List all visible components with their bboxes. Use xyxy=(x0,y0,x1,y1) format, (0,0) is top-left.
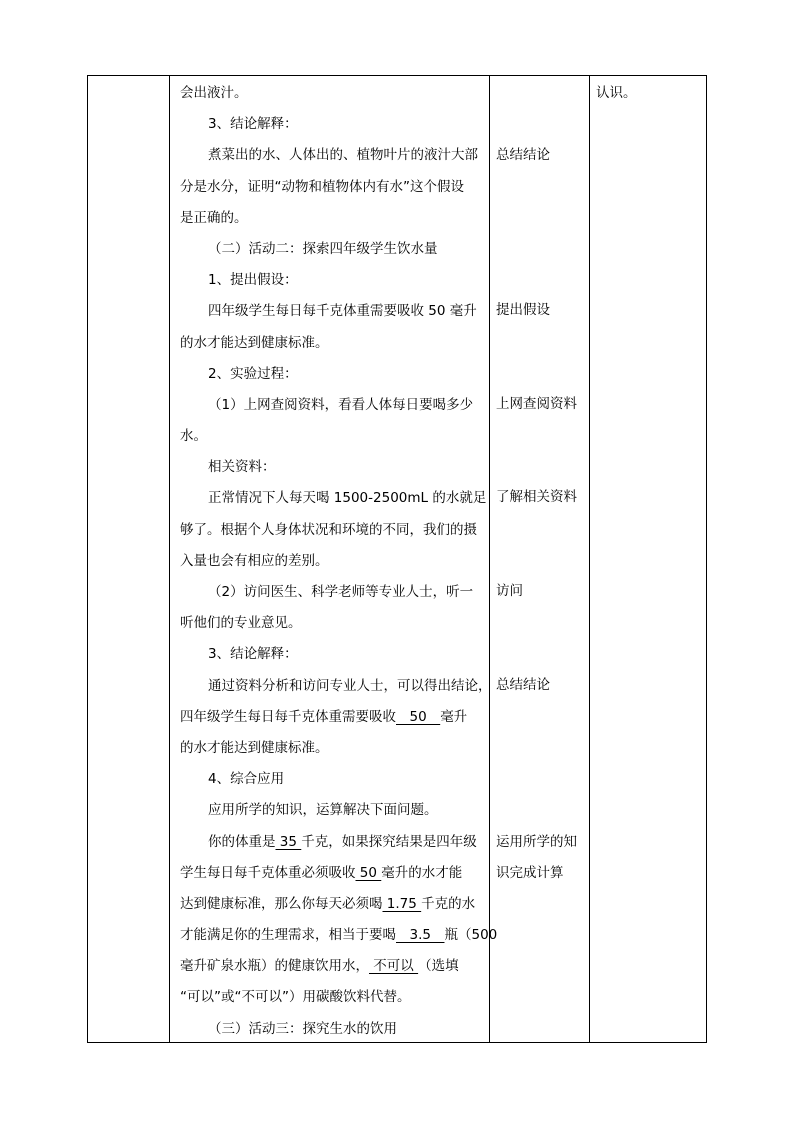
method-summary-2: 总结结论 xyxy=(496,677,550,693)
content-line: 3、结论解释： xyxy=(208,116,298,133)
content-line: （二）活动二：探索四年级学生饮水量 xyxy=(208,240,438,257)
content-line: （1）上网查阅资料，看看人体每日要喝多少 xyxy=(208,396,474,413)
method-apply-knowledge-1: 运用所学的知 xyxy=(496,834,577,850)
calc-text: 你的体重是 xyxy=(208,833,276,850)
content-line: 2、实验过程： xyxy=(208,365,298,382)
calc-text: 千克，如果探究结果是四年级 xyxy=(301,833,477,850)
calc-text: 才能满足你的生理需求，相当于要喝 xyxy=(180,927,396,944)
calc-line xyxy=(180,889,482,920)
calc-line xyxy=(180,920,498,951)
content-line: 够了。根据个人身体状况和环境的不同，我们的摄 xyxy=(180,521,477,538)
calc-line xyxy=(180,951,482,982)
lesson-table xyxy=(87,75,707,1043)
content-line: 分是水分，证明“动物和植物体内有水”这个假设 xyxy=(180,178,464,195)
calc-line xyxy=(180,827,482,858)
column-divider-3 xyxy=(589,76,590,1042)
column-divider-2 xyxy=(489,76,490,1042)
method-interview: 访问 xyxy=(496,583,523,599)
content-line: 通过资料分析和访问专业人士，可以得出结论， xyxy=(208,677,492,694)
calc-text: 毫升矿泉水瓶）的健康饮用水， xyxy=(180,958,369,975)
calc-text: 千克的水 xyxy=(421,895,476,912)
content-line xyxy=(180,702,482,733)
calc-line xyxy=(180,858,482,889)
conclusion-unit: 毫升 xyxy=(440,708,468,725)
method-hypothesis: 提出假设 xyxy=(496,302,550,318)
calc-blank-answer: 1.75 xyxy=(382,895,422,912)
calc-line: “可以”或“不可以”）用碳酸饮料代替。 xyxy=(180,989,411,1006)
calc-text: 达到健康标准，那么你每天必须喝 xyxy=(180,895,383,912)
content-line: 4、综合应用 xyxy=(208,771,285,788)
notes-recognition: 认识。 xyxy=(596,85,637,101)
content-line: 1、提出假设： xyxy=(208,272,298,289)
column-divider-1 xyxy=(169,76,170,1042)
conclusion-text: 四年级学生每日每千克体重需要吸收 xyxy=(180,708,396,725)
content-line: 正常情况下人每天喝 1500-2500mL 的水就足 xyxy=(208,490,487,507)
calc-text: 学生每日每千克体重必须吸收 xyxy=(180,864,356,881)
method-online-research: 上网查阅资料 xyxy=(496,396,577,412)
content-line: 四年级学生每日每千克体重需要吸收 50 毫升 xyxy=(208,303,477,320)
content-line: 应用所学的知识，运算解决下面问题。 xyxy=(208,802,438,819)
calc-line: （三）活动三：探究生水的饮用 xyxy=(208,1020,397,1037)
content-line: 的水才能达到健康标准。 xyxy=(180,739,329,756)
content-line: （2）访问医生、科学老师等专业人士，听一 xyxy=(208,584,474,600)
calc-blank-answer: 35 xyxy=(275,833,302,850)
content-line: 是正确的。 xyxy=(180,209,248,226)
conclusion-blank-answer: 50 xyxy=(396,708,441,725)
calc-blank-answer: 3.5 xyxy=(396,927,445,944)
content-line: 相关资料： xyxy=(208,459,276,476)
content-line: 煮菜出的水、人体出的、植物叶片的液汁大部 xyxy=(208,147,478,164)
content-line: 会出液汁。 xyxy=(180,85,248,101)
content-line: 3、结论解释： xyxy=(208,646,298,663)
calc-text: 毫升的水才能 xyxy=(381,864,463,881)
activity-content-column xyxy=(174,76,498,1045)
calc-blank-answer: 不可以 xyxy=(369,958,419,975)
method-apply-knowledge-2: 识完成计算 xyxy=(496,865,564,881)
calc-text: （选填 xyxy=(418,958,459,975)
content-line: 听他们的专业意见。 xyxy=(180,615,302,632)
calc-blank-answer: 50 xyxy=(355,864,382,881)
method-summary-1: 总结结论 xyxy=(496,147,550,163)
method-understand-materials: 了解相关资料 xyxy=(496,489,577,505)
content-line: 水。 xyxy=(180,428,207,445)
calc-text: 瓶（500 xyxy=(444,927,498,944)
content-line: 的水才能达到健康标准。 xyxy=(180,334,329,351)
content-line: 入量也会有相应的差别。 xyxy=(180,552,329,569)
